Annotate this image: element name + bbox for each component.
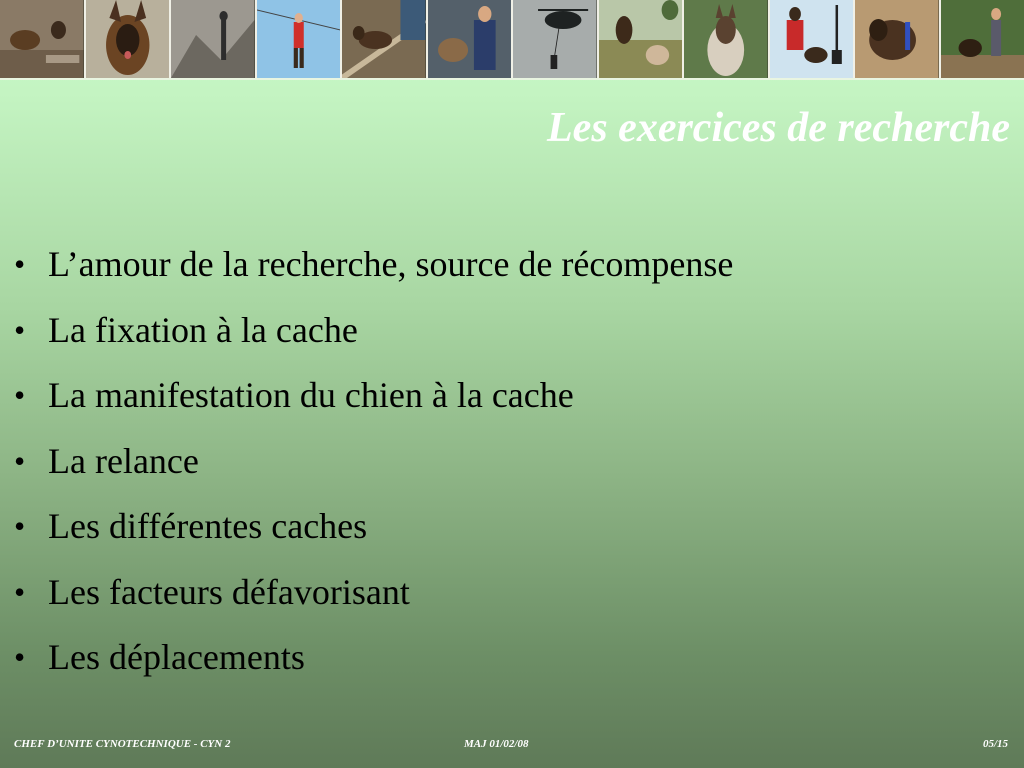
handler-with-dog-photo	[428, 0, 514, 78]
bullet-icon: •	[14, 573, 26, 610]
footer-author: CHEF D’UNITE CYNOTECHNIQUE - CYN 2	[14, 738, 231, 750]
dog-on-ladder-photo	[342, 0, 428, 78]
bullet-text: La manifestation du chien à la cache	[48, 375, 574, 415]
bullet-icon: •	[14, 246, 26, 282]
bullet-icon: •	[14, 639, 26, 675]
bullet-icon: •	[14, 377, 26, 413]
slide-title: Les exercices de recherche	[547, 105, 1010, 151]
footer	[0, 738, 1024, 754]
list-item	[14, 494, 733, 560]
avalanche-search-photo	[770, 0, 856, 78]
bullet-text: La relance	[48, 440, 199, 481]
header-photo-strip	[0, 0, 1024, 80]
dog-with-toy-photo	[855, 0, 941, 78]
rubble-search-photo	[171, 0, 257, 78]
list-item	[14, 363, 733, 429]
footer-update-date: MAJ 01/02/08	[464, 738, 529, 750]
list-item	[14, 560, 733, 626]
list-item	[14, 232, 733, 298]
page-number: 05/15	[982, 738, 1008, 750]
bullet-icon: •	[14, 508, 26, 544]
dog-sitting-photo	[684, 0, 770, 78]
helicopter-hoist-photo	[513, 0, 599, 78]
bullet-text: Les déplacements	[48, 637, 305, 677]
dog-in-field-photo	[599, 0, 685, 78]
dog-handler-forest-photo	[941, 0, 1024, 78]
bullet-icon: •	[14, 442, 26, 479]
rope-rescue-photo	[257, 0, 343, 78]
bullet-text: Les différentes caches	[48, 506, 368, 546]
list-item	[14, 625, 733, 691]
bullet-text: La fixation à la cache	[48, 309, 358, 350]
german-shepherd-puppy-photo	[86, 0, 172, 78]
bullet-list	[14, 232, 733, 691]
bullet-text: L’amour de la recherche, source de récompense	[48, 244, 734, 284]
bullet-text: Les facteurs défavorisant	[48, 571, 410, 612]
list-item	[14, 298, 733, 364]
bullet-icon: •	[14, 311, 26, 348]
list-item	[14, 429, 733, 495]
dog-on-rubble-photo	[0, 0, 86, 78]
